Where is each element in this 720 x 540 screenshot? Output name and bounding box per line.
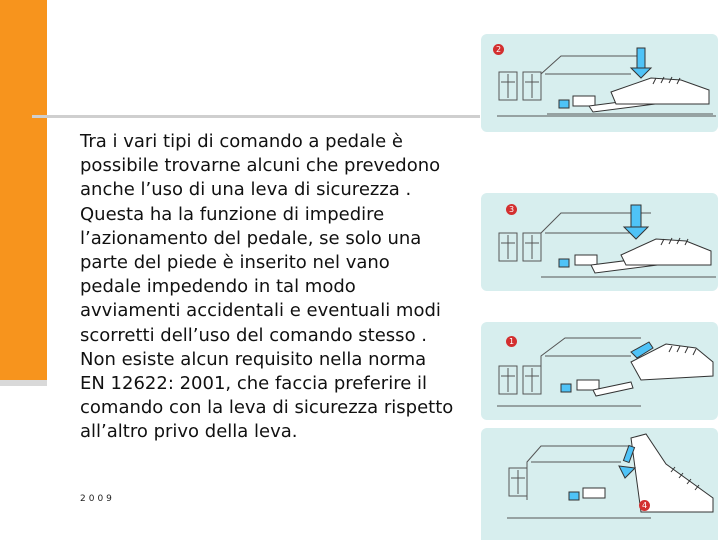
- panel-badge-4: 4: [639, 500, 650, 511]
- body-paragraph-2: Non esiste alcun requisito nella norma EN 12622: 2001, che faccia preferire il comando con la leva di sicurezza rispetto all’altro privo della leva.: [80, 348, 454, 443]
- pedal-drawing-4: [481, 428, 718, 540]
- pedal-illustration-panel-3: [481, 322, 718, 420]
- slide-body: [80, 130, 455, 445]
- footer-year: 2009: [80, 494, 115, 504]
- body-paragraph-1: Tra i vari tipi di comando a pedale è possibile trovarne alcuni che prevedono anche l’uso di una leva di sicurezza . Questa ha la funzione di impedire l’azionamento del pedale, se solo una parte del piede è inserito nel vano pedale impedendo in tal modo avviamenti accidentali e eventuali modi scorretti dell’uso del comando stesso .: [80, 131, 441, 346]
- pedal-drawing-1: [481, 34, 718, 132]
- pedal-illustration-panel-1: [481, 34, 718, 132]
- accent-bar: [0, 0, 47, 384]
- pedal-illustration-panel-4: [481, 428, 718, 540]
- title-divider: [32, 115, 480, 118]
- panel-badge-3: 1: [506, 336, 517, 347]
- pedal-drawing-3: [481, 322, 718, 420]
- panel-badge-1: 2: [493, 44, 504, 55]
- accent-bar-shadow: [0, 380, 47, 386]
- pedal-illustration-panel-2: [481, 193, 718, 291]
- panel-badge-2: 3: [506, 204, 517, 215]
